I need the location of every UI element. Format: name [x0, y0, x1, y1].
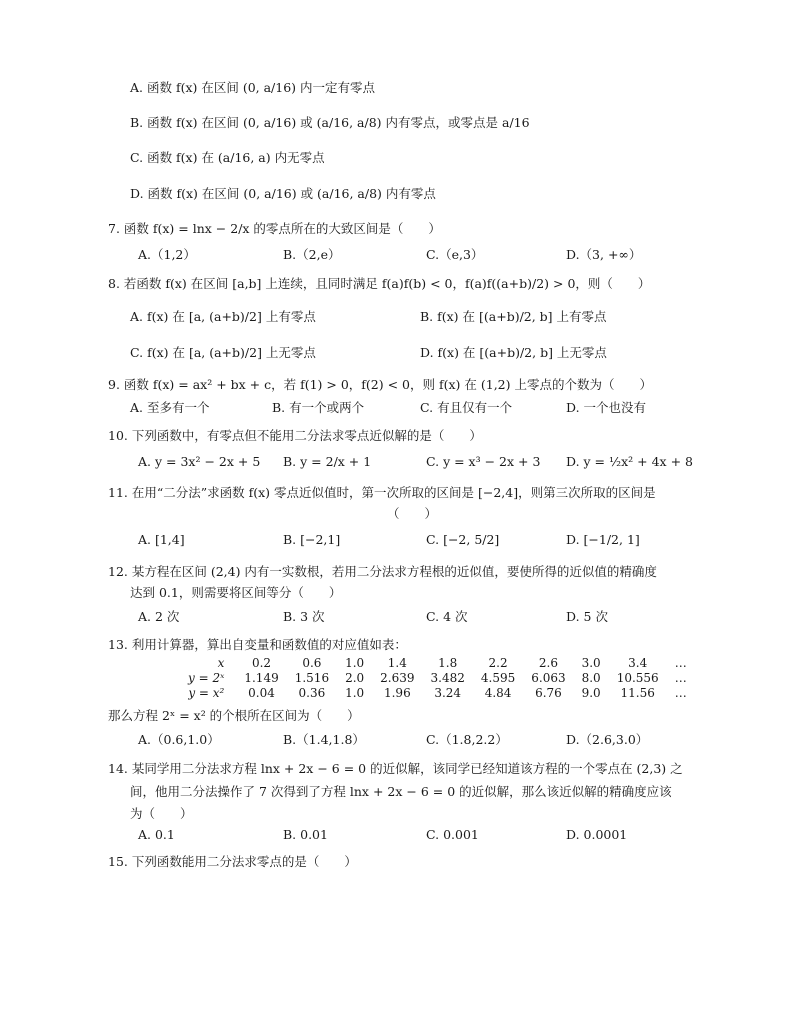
table-cell: x — [217, 655, 225, 670]
q14-stem-2: 间，他用二分法操作了 7 次得到了方程 lnx + 2x − 6 = 0 的近似解，那么该近似解的精确度应该 — [130, 784, 672, 799]
q8-option-c: C. f(x) 在 [a, (a+b)/2] 上无零点 — [130, 345, 316, 360]
q14-option-c: C. 0.001 — [426, 827, 479, 842]
table-row — [180, 670, 695, 685]
q12-option-d: D. 5 次 — [566, 609, 608, 624]
q11-option-a: A. [1,4] — [138, 532, 185, 547]
q12-stem: 12. 某方程在区间 (2,4) 内有一实数根，若用二分法求方程根的近似值，要使所得的近似值的精确度 — [108, 564, 657, 579]
table-cell: 1.4 — [387, 655, 407, 670]
q10-option-a: A. y = 3x² − 2x + 5 — [138, 454, 261, 469]
q8-option-a: A. f(x) 在 [a, (a+b)/2] 上有零点 — [130, 309, 316, 324]
table-cell: 1.149 — [244, 670, 279, 685]
q11-option-c: C. [−2, 5/2] — [426, 532, 500, 547]
q12-option-c: C. 4 次 — [426, 609, 468, 624]
q7-option-a: A.（1,2） — [138, 247, 196, 262]
q14-option-a: A. 0.1 — [138, 827, 175, 842]
q14-stem-3: 为（ ） — [130, 806, 193, 821]
table-cell: 9.0 — [581, 685, 601, 700]
table-cell: 6.76 — [535, 685, 562, 700]
table-cell: 2.639 — [380, 670, 415, 685]
q10-stem: 10. 下列函数中，有零点但不能用二分法求零点近似解的是（ ） — [108, 428, 482, 443]
table-cell: 3.4 — [628, 655, 648, 670]
table-cell: 2.6 — [538, 655, 558, 670]
table-cell: 2.2 — [488, 655, 508, 670]
q8-stem: 8. 若函数 f(x) 在区间 [a,b] 上连续，且同时满足 f(a)f(b) < 0，f(a)f((a+b)/2) > 0，则（ ） — [108, 276, 651, 291]
table-cell: 2.0 — [345, 670, 365, 685]
q12-stem-2: 达到 0.1，则需要将区间等分（ ） — [130, 585, 342, 600]
q11-stem-end: （ ） — [387, 506, 438, 521]
q7-option-c: C.（e,3） — [426, 247, 484, 262]
q14-stem: 14. 某同学用二分法求方程 lnx + 2x − 6 = 0 的近似解，该同学已经知道该方程的一个零点在 (2,3) 之 — [108, 761, 683, 776]
q7-option-b: B.（2,e） — [283, 247, 341, 262]
q12-option-b: B. 3 次 — [283, 609, 325, 624]
table-cell: 3.482 — [430, 670, 465, 685]
table-cell: 1.0 — [345, 685, 365, 700]
table-cell: 1.96 — [383, 685, 411, 700]
q10-option-c: C. y = x³ − 2x + 3 — [426, 454, 541, 469]
table-cell: 3.24 — [434, 685, 462, 700]
table-cell: 3.0 — [581, 655, 601, 670]
table-cell: 0.36 — [298, 685, 326, 700]
table-cell: 1.516 — [294, 670, 330, 685]
table-cell: 1.8 — [438, 655, 458, 670]
q13-option-a: A.（0.6,1.0） — [138, 732, 220, 747]
q9-option-d: D. 一个也没有 — [566, 400, 647, 415]
q11-option-d: D. [−1/2, 1] — [566, 532, 640, 547]
table-cell: … — [674, 685, 687, 700]
q9-option-b: B. 有一个或两个 — [272, 400, 365, 415]
table-cell: 10.556 — [616, 670, 659, 685]
value-table — [180, 655, 695, 700]
q14-option-b: B. 0.01 — [283, 827, 328, 842]
q7-stem: 7. 函数 f(x) = lnx − 2/x 的零点所在的大致区间是（ ） — [108, 221, 441, 236]
table-cell: 4.595 — [480, 670, 516, 685]
table-cell: 11.56 — [620, 685, 655, 700]
q6-option-c: C. 函数 f(x) 在 (a/16, a) 内无零点 — [130, 150, 325, 165]
q9-stem: 9. 函数 f(x) = ax² + bx + c，若 f(1) > 0，f(2) < 0，则 f(x) 在 (1,2) 上零点的个数为（ ） — [108, 377, 652, 392]
q13-stem: 13. 利用计算器，算出自变量和函数值的对应值如表： — [108, 637, 407, 652]
table-cell: 0.6 — [302, 655, 322, 670]
table-cell: … — [674, 655, 687, 670]
q7-option-d: D.（3, +∞） — [566, 247, 642, 262]
q9-option-a: A. 至多有一个 — [130, 400, 210, 415]
table-cell: y = x² — [188, 685, 225, 700]
q9-option-c: C. 有且仅有一个 — [420, 400, 513, 415]
table-cell: 1.0 — [345, 655, 365, 670]
table-cell: 6.063 — [531, 670, 566, 685]
q8-option-b: B. f(x) 在 [(a+b)/2, b] 上有零点 — [420, 309, 607, 324]
table-row — [180, 655, 695, 670]
q15-stem: 15. 下列函数能用二分法求零点的是（ ） — [108, 854, 357, 869]
q6-option-d: D. 函数 f(x) 在区间 (0, a/16) 或 (a/16, a/8) 内有零点 — [130, 186, 436, 201]
table-cell: … — [674, 670, 687, 685]
q11-stem: 11. 在用“二分法”求函数 f(x) 零点近似值时，第一次所取的区间是 [−2,4]，则第三次所取的区间是 — [108, 485, 656, 500]
q8-option-d: D. f(x) 在 [(a+b)/2, b] 上无零点 — [420, 345, 607, 360]
q11-option-b: B. [−2,1] — [283, 532, 341, 547]
q12-option-a: A. 2 次 — [138, 609, 180, 624]
table-cell: y = 2ˣ — [188, 670, 225, 685]
q6-option-b: B. 函数 f(x) 在区间 (0, a/16) 或 (a/16, a/8) 内有零点，或零点是 a/16 — [130, 115, 530, 130]
q13-option-b: B.（1.4,1.8） — [283, 732, 365, 747]
q13-option-c: C.（1.8,2.2） — [426, 732, 508, 747]
q10-option-d: D. y = ½x² + 4x + 8 — [566, 454, 693, 469]
table-cell: 8.0 — [581, 670, 601, 685]
table-cell: 0.2 — [251, 655, 272, 670]
table-cell: 0.04 — [248, 685, 275, 700]
q6-option-a: A. 函数 f(x) 在区间 (0, a/16) 内一定有零点 — [130, 80, 376, 95]
q13-after: 那么方程 2ˣ = x² 的个根所在区间为（ ） — [108, 708, 360, 723]
q14-option-d: D. 0.0001 — [566, 827, 628, 842]
table-row — [180, 685, 695, 700]
table-cell: 4.84 — [484, 685, 512, 700]
q10-option-b: B. y = 2/x + 1 — [283, 454, 372, 469]
q13-option-d: D.（2.6,3.0） — [566, 732, 649, 747]
